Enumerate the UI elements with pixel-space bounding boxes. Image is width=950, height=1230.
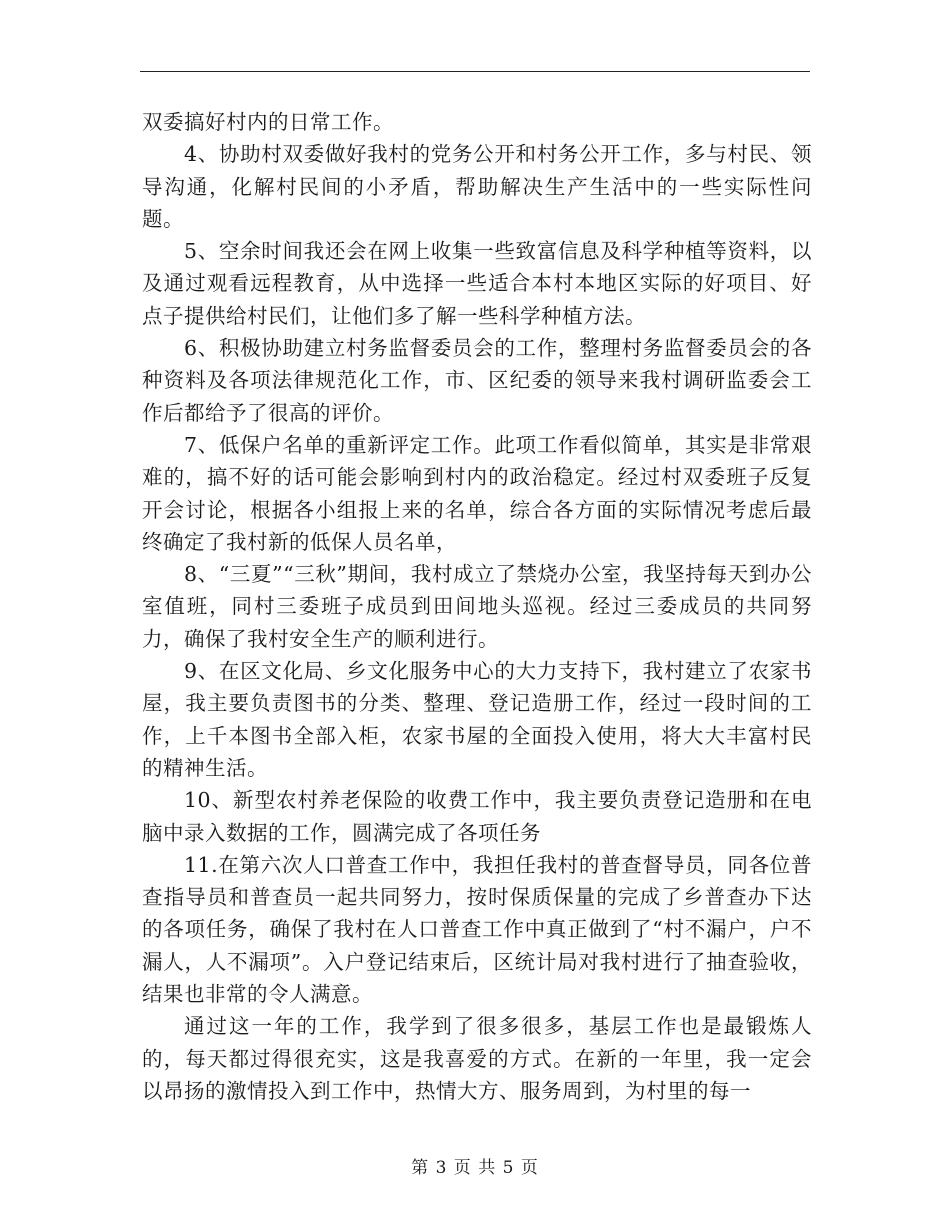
paragraph-2: 4、协助村双委做好我村的党务公开和村务公开工作，多与村民、领导沟通，化解村民间的小矛盾，帮助解决生产生活中的一些实际性问题。 bbox=[142, 142, 812, 231]
paragraph-6: 8、“三夏”“三秋”期间，我村成立了禁烧办公室，我坚持每天到办公室值班，同村三委班子成员到田间地头巡视。经过三委成员的共同努力，确保了我村安全生产的顺利进行。 bbox=[142, 562, 812, 651]
paragraph-4: 6、积极协助建立村务监督委员会的工作，整理村务监督委员会的各种资料及各项法律规范化工作，市、区纪委的领导来我村调研监委会工作后都给予了很高的评价。 bbox=[142, 336, 812, 425]
paragraph-10: 通过这一年的工作，我学到了很多很多，基层工作也是最锻炼人的，每天都过得很充实，这是我喜爱的方式。在新的一年里，我一定会以昂扬的激情投入到工作中，热情大方、服务周到，为村里的每一 bbox=[142, 1014, 812, 1103]
paragraph-5: 7、低保户名单的重新评定工作。此项工作看似简单，其实是非常艰难的，搞不好的话可能会影响到村内的政治稳定。经过村双委班子反复开会讨论，根据各小组报上来的名单，综合各方面的实际情况考虑后最终确定了我村新的低保人员名单， bbox=[142, 432, 812, 554]
page-number-footer: 第 3 页 共 5 页 bbox=[411, 1158, 539, 1178]
header-rule bbox=[140, 71, 810, 72]
paragraph-1: 双委搞好村内的日常工作。 bbox=[142, 110, 394, 134]
paragraph-7: 9、在区文化局、乡文化服务中心的大力支持下，我村建立了农家书屋，我主要负责图书的分类、整理、登记造册工作，经过一段时间的工作，上千本图书全部入柜，农家书屋的全面投入使用，将大大丰富村民的精神生活。 bbox=[142, 659, 812, 780]
paragraph-9: 11.在第六次人口普查工作中，我担任我村的普查督导员，同各位普查指导员和普查员一起共同努力，按时保质保量的完成了乡普查办下达的各项任务，确保了我村在人口普查工作中真正做到了“村不漏户，户不漏人，人不漏项”。入户登记结束后，区统计局对我村进行了抽查验收，结果也非常的令人满意。 bbox=[142, 852, 812, 1007]
paragraph-3: 5、空余时间我还会在网上收集一些致富信息及科学种植等资料，以及通过观看远程教育，从中选择一些适合本村本地区实际的好项目、好点子提供给村民们，让他们多了解一些科学种植方法。 bbox=[142, 239, 812, 328]
document-body bbox=[142, 106, 812, 1107]
paragraph-8: 10、新型农村养老保险的收费工作中，我主要负责登记造册和在电脑中录入数据的工作，圆满完成了各项任务 bbox=[142, 788, 812, 845]
